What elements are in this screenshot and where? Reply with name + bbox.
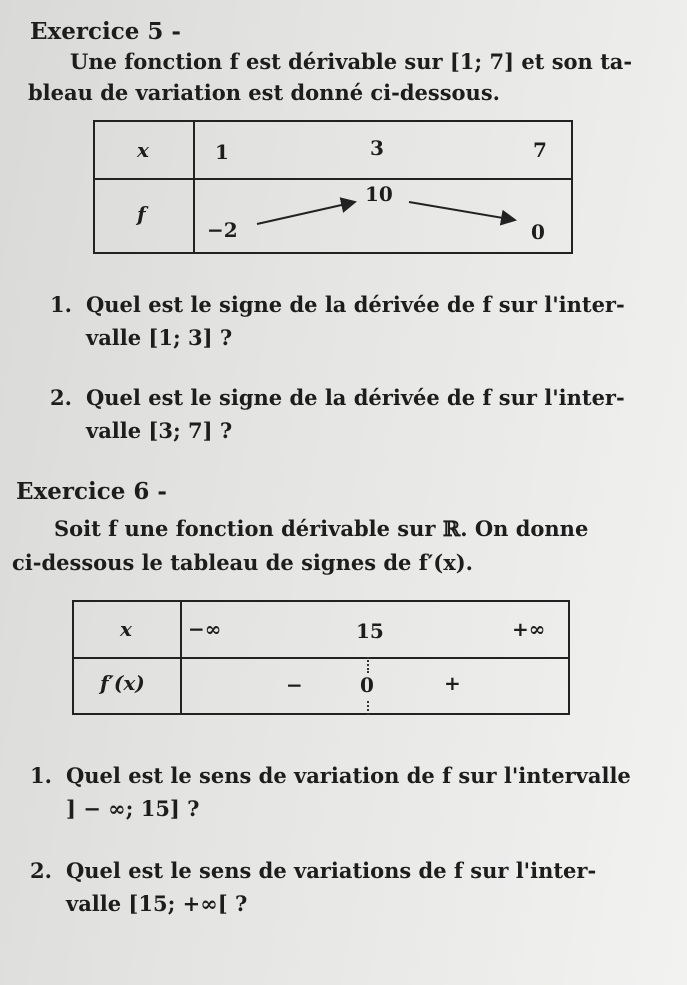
ex5-q1-line2: valle [1; 3] ? [86,325,233,350]
decreasing-arrow [409,202,515,220]
f-label: f [137,202,146,226]
variation-table [93,120,573,254]
ex6-q1-number: 1. [30,763,52,788]
sign-table-fprime-label-cell [73,658,181,714]
exercise-6-statement-line2: ci-dessous le tableau de signes de f′(x). [12,550,473,575]
sign-negative: − [286,673,303,697]
x-value-7: 7 [533,138,547,162]
ex6-q2-line2: valle [15; +∞[ ? [66,891,248,916]
variation-arrows [195,180,571,254]
ex6-q2-line1: Quel est le sens de variations de f sur l'inter- [66,858,597,883]
exercise-6-statement-line1: Soit f une fonction dérivable sur ℝ. On donne [54,516,589,541]
ex5-q2-line1: Quel est le signe de la dérivée de f sur l'inter- [86,385,625,410]
variation-table-x-values-cell [194,121,572,179]
x-value-minus-infinity: −∞ [188,617,222,641]
variation-table-f-values-cell [194,179,572,253]
sign-positive: + [444,671,461,695]
variation-table-x-label-cell [94,121,194,179]
x-label: x [120,617,132,641]
f-value-max: 10 [365,182,393,206]
exercise-5-statement-line2: bleau de variation est donné ci-dessous. [28,80,500,105]
x-label: x [137,138,149,162]
zero-dotted-line-bottom [367,701,369,715]
fprime-label: f′(x) [100,671,145,695]
ex6-q2-number: 2. [30,858,52,883]
ex5-q2-line2: valle [3; 7] ? [86,418,233,443]
x-value-3: 3 [370,136,384,160]
increasing-arrow [257,202,355,224]
f-value-end: 0 [531,220,545,244]
ex5-q2-number: 2. [50,385,72,410]
ex5-q1-number: 1. [50,292,72,317]
x-value-plus-infinity: +∞ [512,617,546,641]
sign-table-x-values-cell [181,601,569,658]
sign-table [72,600,570,715]
variation-table-f-label-cell [94,179,194,253]
ex6-q1-line2: ] − ∞; 15] ? [66,796,200,821]
ex5-q1-line1: Quel est le signe de la dérivée de f sur l'inter- [86,292,625,317]
f-value-min: −2 [207,218,238,242]
exercise-5-title: Exercice 5 - [30,18,181,45]
exercise-5-statement-line1: Une fonction f est dérivable sur [1; 7] et son ta- [70,49,633,74]
sign-table-x-label-cell [73,601,181,658]
zero-dotted-line-top [367,657,369,673]
x-value-15: 15 [356,619,384,643]
sign-zero: 0 [360,673,374,697]
ex6-q1-line1: Quel est le sens de variation de f sur l'intervalle [66,763,631,788]
exercise-6-title: Exercice 6 - [16,478,167,505]
sign-table-signs-cell [181,658,569,714]
x-value-1: 1 [215,140,229,164]
